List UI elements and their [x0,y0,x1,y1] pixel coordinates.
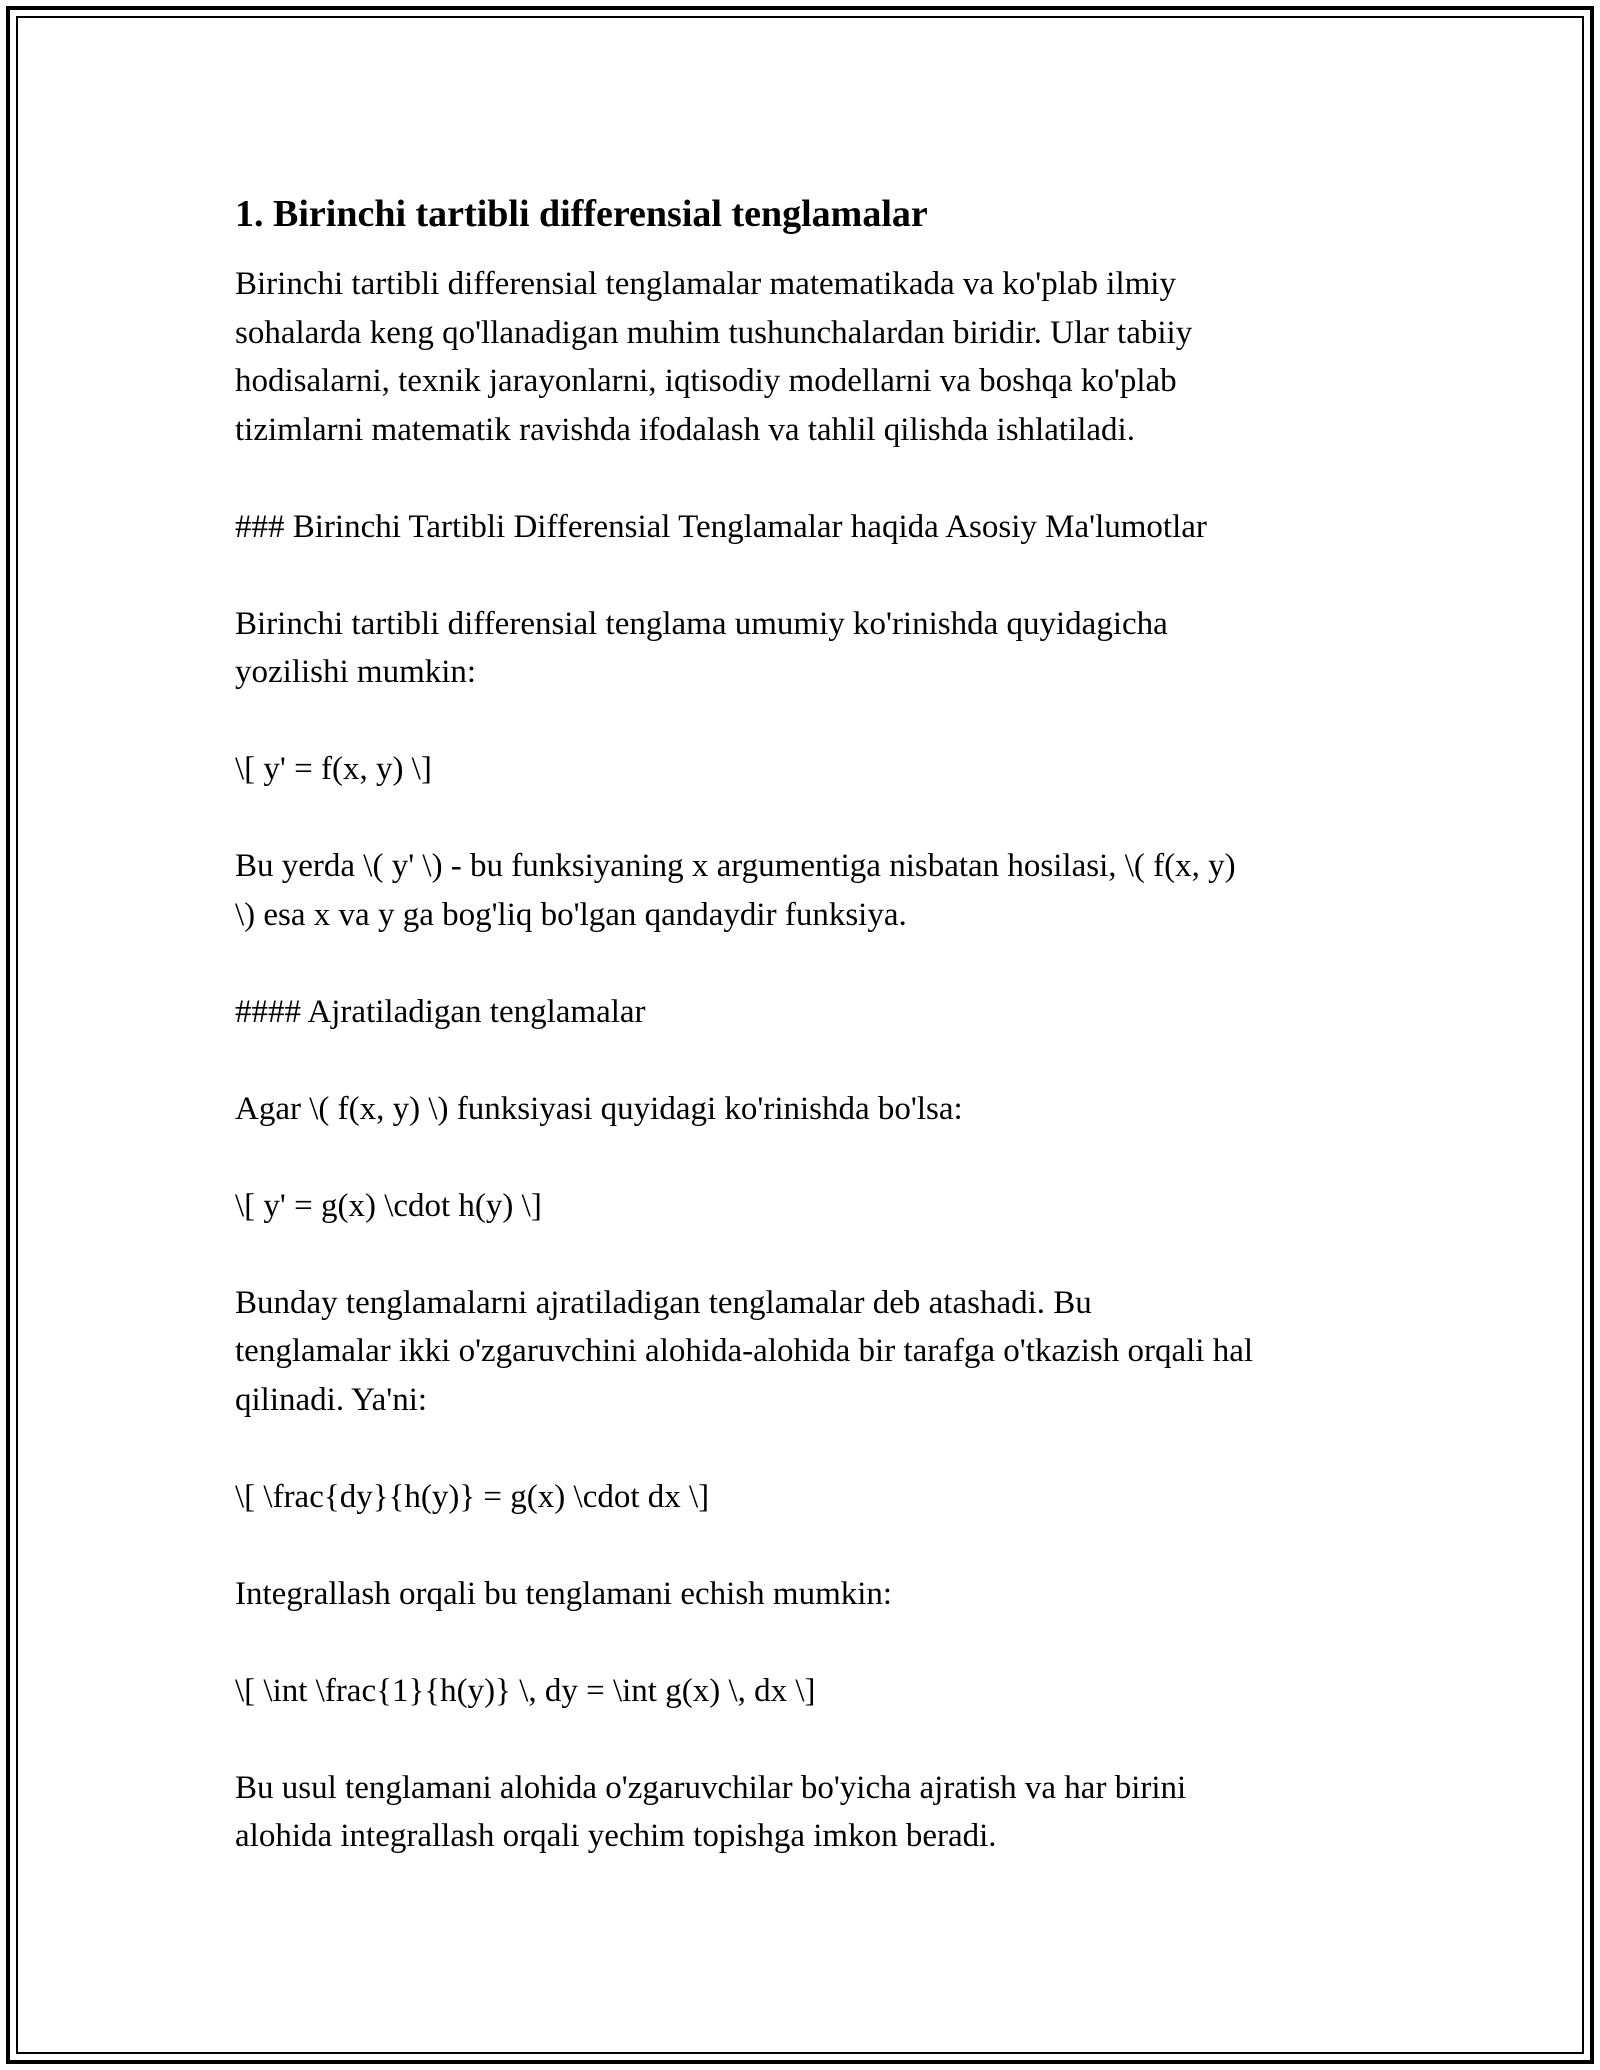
spacer [235,939,1385,988]
condition-paragraph: Agar \( f(x, y) \) funksiyasi quyidagi ko'rinishda bo'lsa: [235,1090,963,1127]
spacer [235,1618,1385,1667]
equation-separated: \[ \frac{dy}{h(y)} = g(x) \cdot dx \] [235,1478,710,1515]
subheading-basics: ### Birinchi Tartibli Differensial Tenglamalar haqida Asosiy Ma'lumotlar [235,508,1207,545]
spacer [235,1036,1385,1085]
spacer [235,794,1385,843]
separable-explanation-paragraph: Bunday tenglamalarni ajratiladigan tenglamalar deb atashadi. Bu tenglamalar ikki o'zgaruvchini alohida-alohida bir tarafga o'tkazish orqali hal qilinadi. Ya'ni: [235,1284,1254,1418]
document-body [235,190,1385,1861]
spacer [235,697,1385,746]
section-title: 1. Birinchi tartibli differensial tenglamalar [235,193,928,235]
integration-paragraph: Integrallash orqali bu tenglamani echish mumkin: [235,1575,893,1612]
subheading-separable: #### Ajratiladigan tenglamalar [235,993,646,1030]
intro-paragraph: Birinchi tartibli differensial tenglamalar matematikada va ko'plab ilmiy sohalarda keng qo'llanadigan muhim tushunchalardan biridir. Ular tabiiy hodisalarni, texnik jarayonlarni, iqtisodiy modellarni va boshqa ko'plab tizimlarni matematik ravishda ifodalash va tahlil qilishda ishlatiladi. [235,266,1193,448]
equation-general: \[ y' = f(x, y) \] [235,751,432,787]
general-form-paragraph: Birinchi tartibli differensial tenglama umumiy ko'rinishda quyidagicha yozilishi mumkin: [235,605,1168,690]
definition-paragraph: Bu yerda \( y' \) - bu funksiyaning x argumentiga nisbatan hosilasi, \( f(x, y) \) esa x va y ga bog'liq bo'lgan qandaydir funksiya. [235,848,1236,933]
spacer [235,454,1385,503]
spacer [235,551,1385,600]
equation-integral: \[ \int \frac{1}{h(y)} \, dy = \int g(x) \, dx \] [235,1672,816,1709]
spacer [235,1424,1385,1473]
spacer [235,1715,1385,1764]
spacer [235,1521,1385,1570]
spacer [235,1230,1385,1279]
equation-separable: \[ y' = g(x) \cdot h(y) \] [235,1187,542,1224]
conclusion-paragraph: Bu usul tenglamani alohida o'zgaruvchilar bo'yicha ajratish va har birini alohida integrallash orqali yechim topishga imkon beradi. [235,1769,1187,1854]
spacer [235,1133,1385,1182]
